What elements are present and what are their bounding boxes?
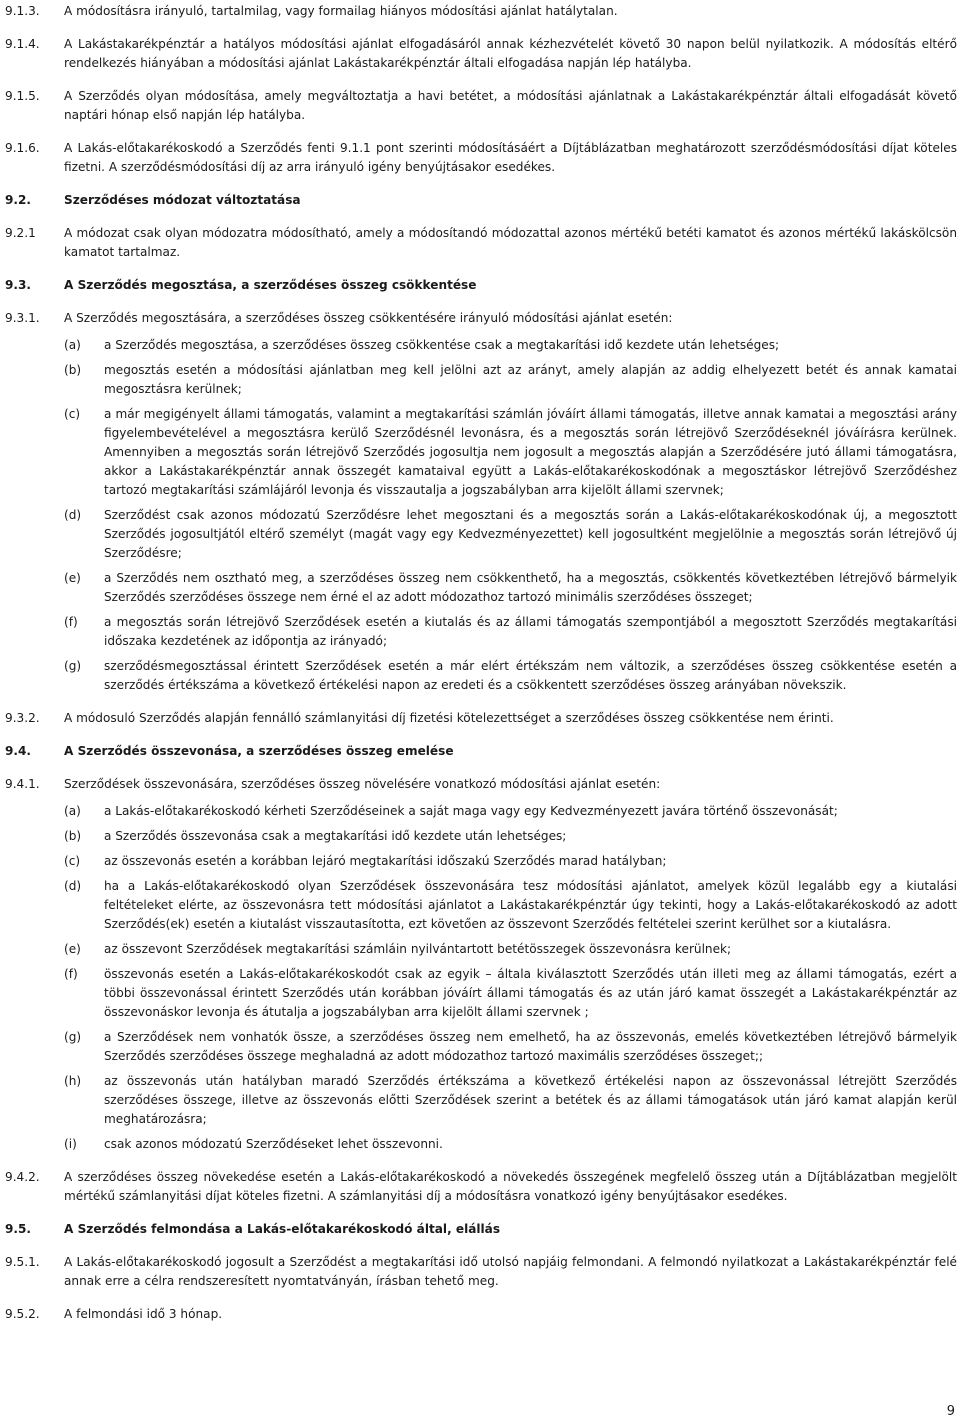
clause-text: A felmondási idő 3 hónap.: [64, 1307, 223, 1321]
list-item: [64, 405, 957, 500]
clause-9-5-1: [5, 1253, 957, 1291]
list-item-text: megosztás esetén a módosítási ajánlatban meg kell jelölni azt az arányt, amely alapján az addig elhelyezett betét és annak kamatai megosztásra kerülnek;: [104, 363, 957, 396]
list-item: [64, 802, 957, 821]
document-body: [5, 2, 957, 1338]
section-heading-9-2: [5, 191, 957, 210]
clause-text: A szerződéses összeg növekedése esetén a Lakás-előtakarékoskodó a növekedés összegének megfelelő összeg után a Díjtáblázatban megjelölt mértékű számlanyitási díjat köteles fizetni. A számlanyitási díj a módosításra vonatkozó igény benyújtásakor esedékes.: [64, 1170, 957, 1203]
list-item-text: a megosztás során létrejövő Szerződések esetén a kiutalás és az állami támogatás szempontjából a megosztott Szerződés megtakarítási időszaka kezdetének az időpontja az irányadó;: [104, 615, 957, 648]
list-item-label: (b): [64, 829, 82, 843]
list-item-label: (e): [64, 942, 81, 956]
list-item-text: Szerződést csak azonos módozatú Szerződésre lehet megosztani és a megosztás során a Lakás-előtakarékoskodónak új, a megosztott Szerződés jogosultjától eltérő személyt (magát vagy egy Kedvezményezettet) kell jogosultként megjelölnie a megosztás során létrejövő új Szerződésre;: [104, 508, 957, 560]
list-item-text: a Szerződés összevonása csak a megtakarítási idő kezdete után lehetséges;: [104, 829, 567, 843]
clause-text: Szerződések összevonására, szerződéses összeg növelésére vonatkozó módosítási ajánlat esetén:: [64, 777, 661, 791]
list-item: [64, 569, 957, 607]
section-number: 9.5.: [5, 1222, 32, 1236]
list-item: [64, 877, 957, 934]
clause-9-1-3: [5, 2, 957, 21]
page-number: 9: [946, 1404, 955, 1419]
list-item-label: (c): [64, 854, 81, 868]
list-item-label: (c): [64, 407, 81, 421]
list-item-label: (f): [64, 615, 78, 629]
list-9-4-1: [64, 802, 957, 1154]
list-item-text: az összevonás esetén a korábban lejáró megtakarítási időszakú Szerződés marad hatályban;: [104, 854, 667, 868]
list-item-label: (h): [64, 1074, 82, 1088]
list-item-text: összevonás esetén a Lakás-előtakarékoskodót csak az egyik – általa kiválasztott Szerződés után illeti meg az állami támogatás, ezért a többi összevonással érintett Szerződés után korábban jóváírt állami támogatás és az után járó kamat összegét a Lakástakarékpénztár az összevonáskor levonja és átutalja a jogszabályban arra kijelölt állami szervnek ;: [104, 967, 957, 1019]
clause-text: A Lakás-előtakarékoskodó a Szerződés fenti 9.1.1 pont szerinti módosításáért a Díjtáblázatban meghatározott szerződésmódosítási díjat köteles fizetni. A szerződésmódosítási díj az arra irányuló igény benyújtásakor esedékes.: [64, 141, 957, 174]
list-item: [64, 613, 957, 651]
list-item-text: a Szerződések nem vonhatók össze, a szerződéses összeg nem emelhető, ha az összevonás, emelés következtében létrejövő bármelyik Szerződés szerződéses összege meghaladná az adott módozathoz tartozó maximális szerződéses összeget;;: [104, 1030, 957, 1063]
section-title: Szerződéses módozat változtatása: [64, 193, 301, 207]
clause-9-4-1: [5, 775, 957, 794]
clause-text: A Szerződés megosztására, a szerződéses összeg csökkentésére irányuló módosítási ajánlat esetén:: [64, 311, 673, 325]
section-title: A Szerződés felmondása a Lakás-előtakarékoskodó által, elállás: [64, 1222, 501, 1236]
list-item: [64, 940, 957, 959]
list-item-label: (d): [64, 879, 82, 893]
list-item-label: (g): [64, 659, 82, 673]
list-item-label: (a): [64, 338, 81, 352]
clause-text: A módosuló Szerződés alapján fennálló számlanyitási díj fizetési kötelezettséget a szerződéses összeg csökkentése nem érinti.: [64, 711, 834, 725]
clause-9-5-2: [5, 1305, 957, 1324]
clause-number: 9.1.3.: [5, 4, 40, 18]
section-number: 9.3.: [5, 278, 32, 292]
list-item-label: (e): [64, 571, 81, 585]
clause-number: 9.4.2.: [5, 1170, 40, 1184]
list-item-text: az összevont Szerződések megtakarítási számláin nyilvántartott betétösszegek összevonásra kerülnek;: [104, 942, 732, 956]
section-heading-9-5: [5, 1220, 957, 1239]
list-item-text: az összevonás után hatályban maradó Szerződés értékszáma a következő értékelési napon az összevonással létrejött Szerződés szerződéses összege, illetve az összevonás előtti Szerződések szerint a betétek és az állami támogatások után járó kamat alapján kerül meghatározásra;: [104, 1074, 957, 1126]
list-item-label: (a): [64, 804, 81, 818]
clause-text: A módosításra irányuló, tartalmilag, vagy formailag hiányos módosítási ajánlat hatálytalan.: [64, 4, 618, 18]
clause-number: 9.3.2.: [5, 711, 40, 725]
list-item-label: (g): [64, 1030, 82, 1044]
clause-number: 9.2.1: [5, 226, 36, 240]
clause-number: 9.3.1.: [5, 311, 40, 325]
clause-number: 9.1.5.: [5, 89, 40, 103]
list-item: [64, 336, 957, 355]
list-item-text: szerződésmegosztással érintett Szerződések esetén a már elért értékszám nem változik, a szerződéses összeg csökkentése esetén a szerződés értékszáma a következő értékelési napon az eredeti és a csökkentett szerződéses összeg arányában növekszik.: [104, 659, 957, 692]
clause-text: A Szerződés olyan módosítása, amely megváltoztatja a havi betétet, a módosítási ajánlatnak a Lakástakarékpénztár általi elfogadását követő naptári hónap első napján lép hatályba.: [64, 89, 957, 122]
clause-9-1-6: [5, 139, 957, 177]
section-title: A Szerződés megosztása, a szerződéses összeg csökkentése: [64, 278, 477, 292]
list-item-text: a Lakás-előtakarékoskodó kérheti Szerződéseinek a saját maga vagy egy Kedvezményezett javára történő összevonását;: [104, 804, 838, 818]
list-item: [64, 965, 957, 1022]
clause-9-1-4: [5, 35, 957, 73]
section-number: 9.4.: [5, 744, 32, 758]
list-item: [64, 1135, 957, 1154]
list-item-text: a már megigényelt állami támogatás, valamint a megtakarítási számlán jóváírt állami támogatás, illetve annak kamatai a megosztási arány figyelembevételével a megosztásra kerülő Szerződésnél levonásra, és a megosztás során létrejövő Szerződéseknél jóváírásra kerülnek. Amennyiben a megosztás során létrejövő Szerződés jogosultja nem jogosult a megosztás alapján a Szerződésére jutó állami támogatásra, akkor a Lakástakarékpénztár annak összegét kamataival együtt a Lakás-előtakarékoskodónak a megosztáskor létrejövő Szerződéshez tartozó megtakarítási számlájáról levonja és visszautalja a jogszabályban arra kijelölt állami szervnek;: [104, 407, 957, 497]
list-item-label: (i): [64, 1137, 77, 1151]
clause-9-4-2: [5, 1168, 957, 1206]
list-item-label: (d): [64, 508, 82, 522]
list-item-label: (b): [64, 363, 82, 377]
list-item-text: csak azonos módozatú Szerződéseket lehet összevonni.: [104, 1137, 443, 1151]
clause-number: 9.1.4.: [5, 37, 40, 51]
list-item: [64, 1028, 957, 1066]
section-heading-9-4: [5, 742, 957, 761]
list-item: [64, 852, 957, 871]
clause-text: A módozat csak olyan módozatra módosítható, amely a módosítandó módozattal azonos mértékű betéti kamatot és azonos mértékű lakáskölcsön kamatot tartalmaz.: [64, 226, 957, 259]
clause-9-1-5: [5, 87, 957, 125]
clause-number: 9.5.2.: [5, 1307, 40, 1321]
clause-number: 9.1.6.: [5, 141, 40, 155]
section-heading-9-3: [5, 276, 957, 295]
list-item: [64, 506, 957, 563]
list-9-3-1: [64, 336, 957, 695]
list-item-text: ha a Lakás-előtakarékoskodó olyan Szerződések összevonására tesz módosítási ajánlatot, amelyek közül legalább egy a kiutalási feltételeket elérte, az összevonásra tett módosítási ajánlatot a Lakástakarékpénztár úgy tekinti, hogy a Lakás-előtakarékoskodó az adott Szerződés(ek) esetén a kiutalást visszautasította, ezt követően az összevont Szerződés feltételei szerint kerülhet sor a kiutalásra.: [104, 879, 957, 931]
list-item: [64, 1072, 957, 1129]
clause-number: 9.5.1.: [5, 1255, 40, 1269]
list-item-text: a Szerződés megosztása, a szerződéses összeg csökkentése csak a megtakarítási idő kezdete után lehetséges;: [104, 338, 780, 352]
section-title: A Szerződés összevonása, a szerződéses összeg emelése: [64, 744, 454, 758]
list-item-text: a Szerződés nem osztható meg, a szerződéses összeg nem csökkenthető, ha a megosztás, csökkentés következtében létrejövő bármelyik Szerződés szerződéses összege nem érné el az adott módozathoz tartozó minimális szerződéses összeget;: [104, 571, 957, 604]
clause-9-3-1: [5, 309, 957, 328]
clause-text: A Lakás-előtakarékoskodó jogosult a Szerződést a megtakarítási idő utolsó napjáig felmondani. A felmondó nyilatkozat a Lakástakarékpénztár felé annak erre a célra rendszeresített nyomtatványán, írásban tehető meg.: [64, 1255, 957, 1288]
clause-9-3-2: [5, 709, 957, 728]
list-item: [64, 657, 957, 695]
clause-number: 9.4.1.: [5, 777, 40, 791]
clause-9-2-1: [5, 224, 957, 262]
clause-text: A Lakástakarékpénztár a hatályos módosítási ajánlat elfogadásáról annak kézhezvételét követő 30 napon belül nyilatkozik. A módosítás eltérő rendelkezés hiányában a módosítási ajánlat Lakástakarékpénztár általi elfogadása napján lép hatályba.: [64, 37, 957, 70]
list-item: [64, 827, 957, 846]
section-number: 9.2.: [5, 193, 32, 207]
list-item-label: (f): [64, 967, 78, 981]
list-item: [64, 361, 957, 399]
